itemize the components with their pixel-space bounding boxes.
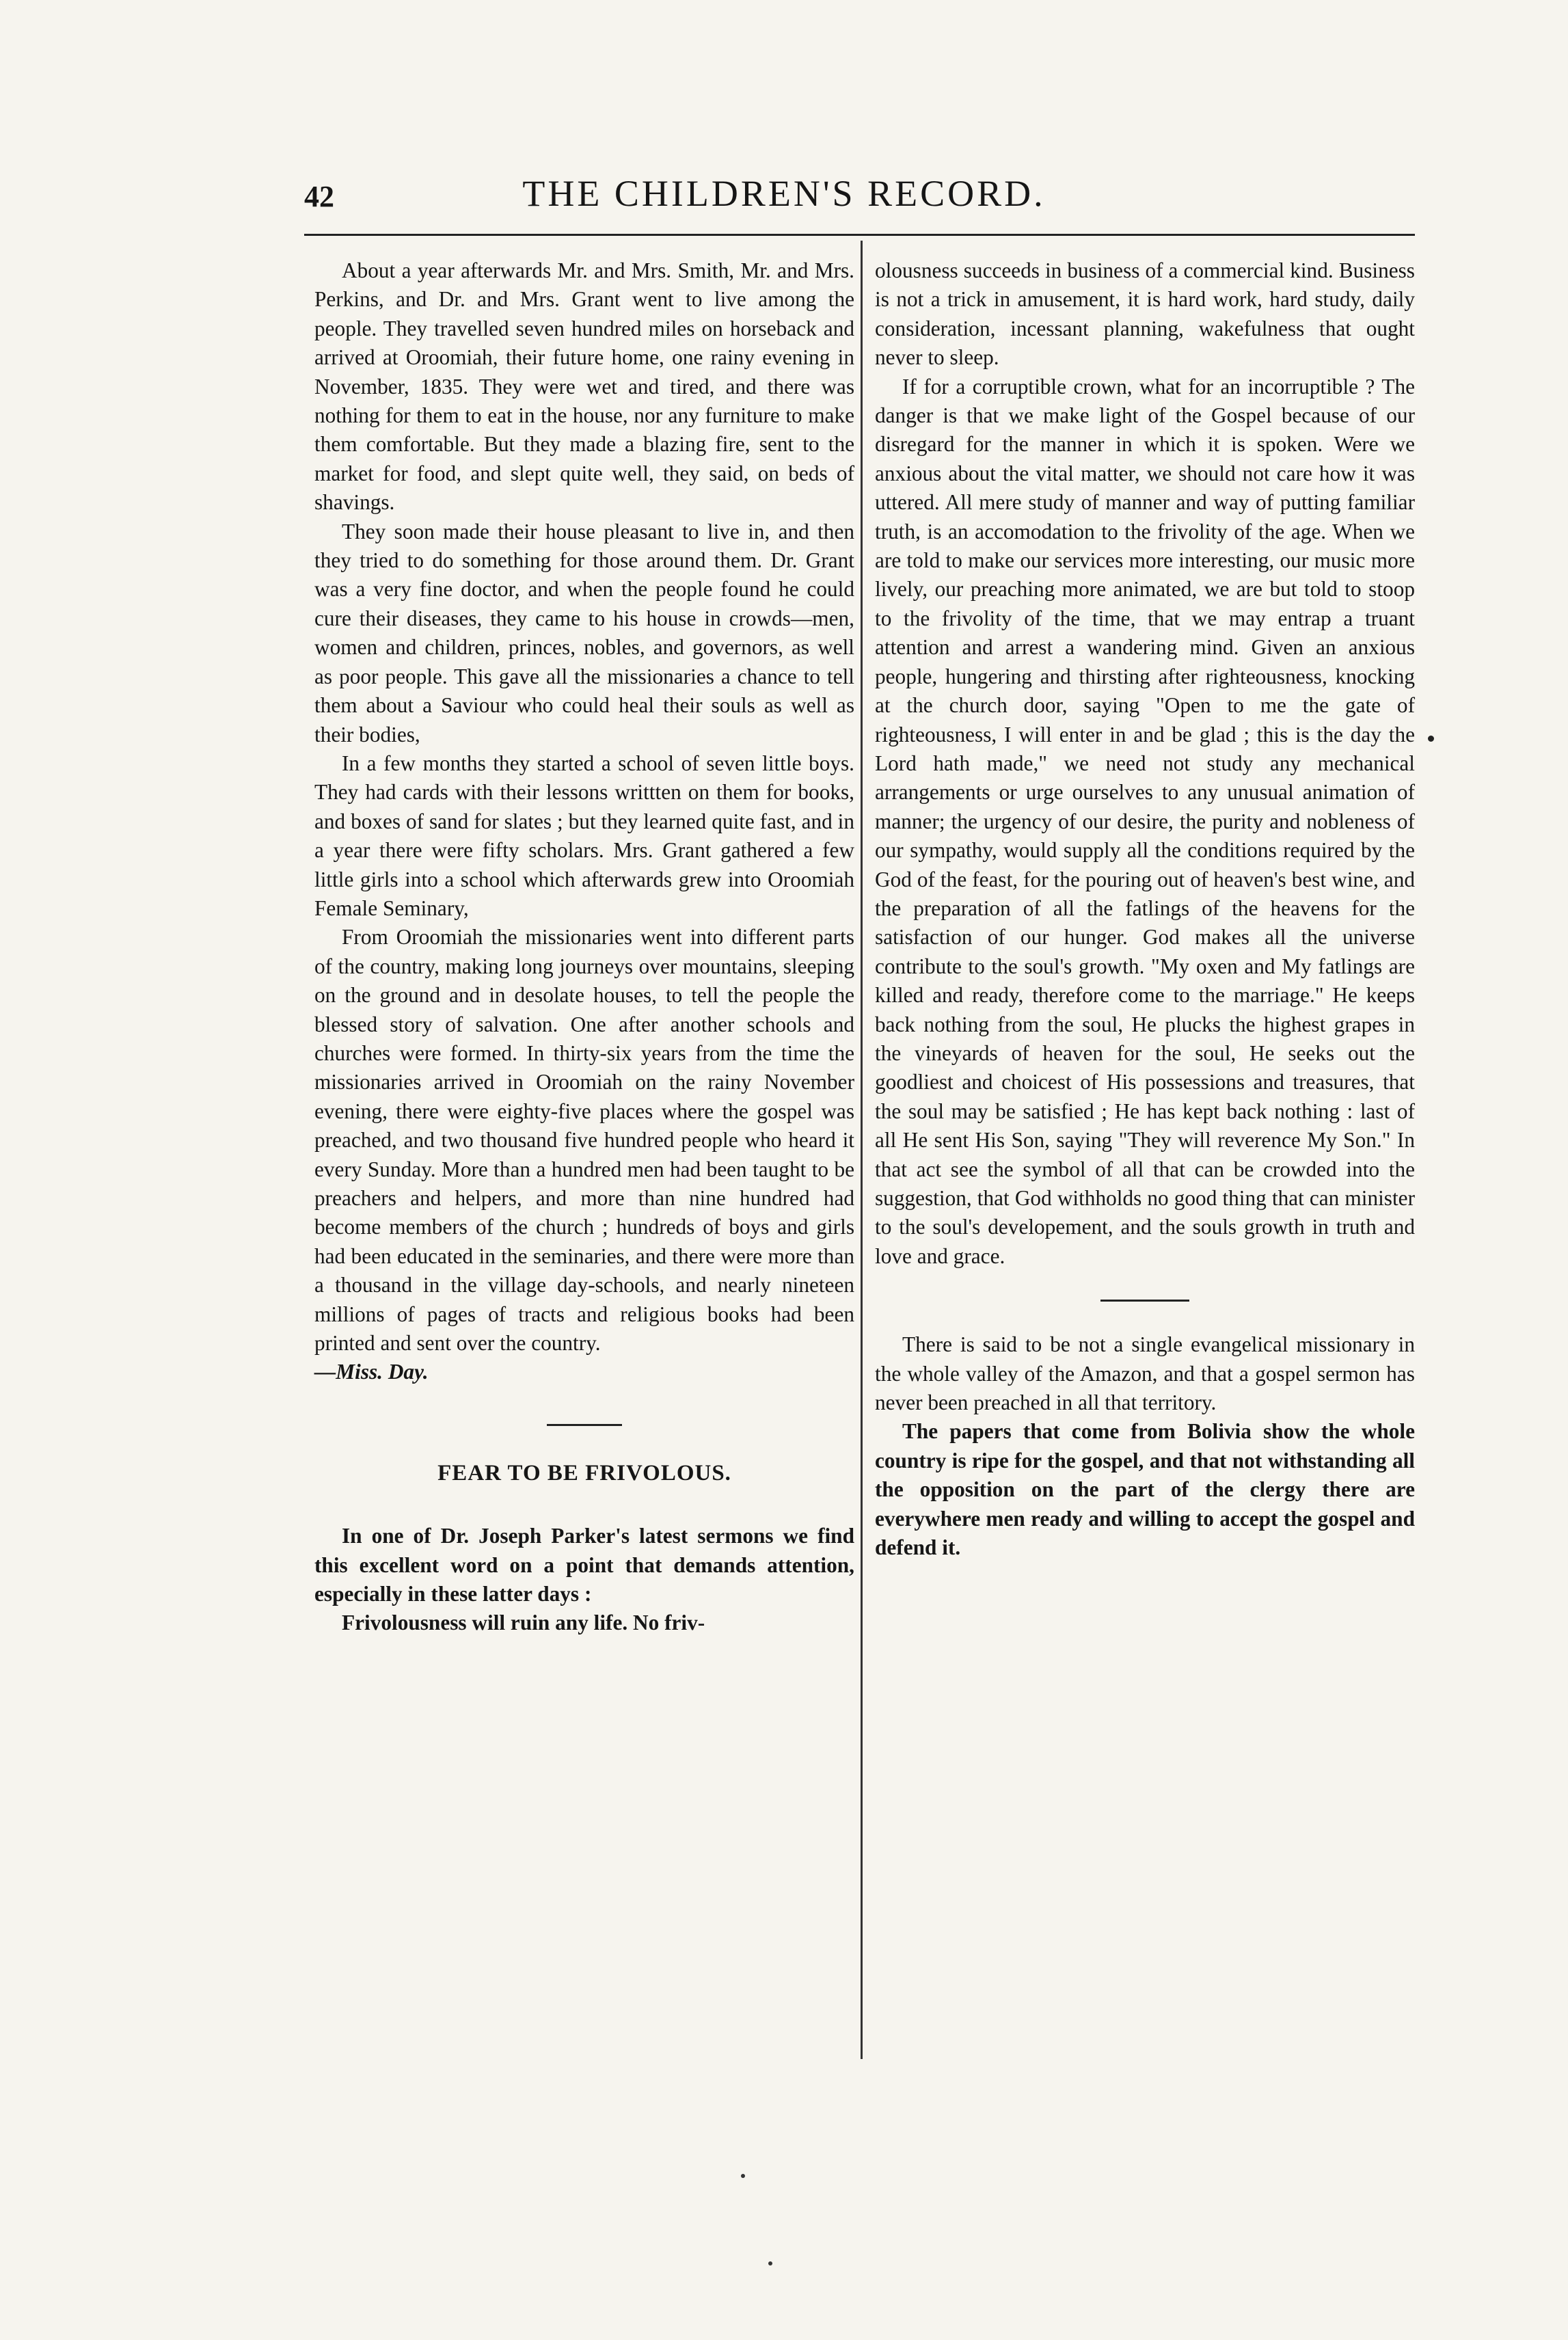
section-heading: FEAR TO BE FRIVOLOUS. — [437, 1460, 731, 1485]
stray-mark — [768, 2261, 772, 2265]
section-paragraph: In one of Dr. Joseph Parker's latest sermons we find this excellent word on a point that demands attention, especially in these latter days : — [314, 1524, 854, 1606]
running-head: THE CHILDREN'S RECORD. — [522, 173, 1046, 214]
column-divider — [861, 241, 863, 2059]
margin-mark — [1428, 736, 1434, 742]
article-paragraph: If for a corruptible crown, what for an incorruptible ? The danger is that we make light of the Gospel because of our disregard for the manner in which it is spoken. Were we anxious about the vital matter, we should not care how it was uttered. All mere study of manner and way of putting familiar truth, is an accomodation to the frivolity of the age. When we are told to make our services more interesting, our music more lively, our preaching more animated, we are but told to stoop to the frivolity of the time, that we may entrap a truant attention and arrest a wandering mind. Given an anxious people, hungering and thirsting after righteousness, knocking at the church door, saying "Open to me the gate of righteousness, I will enter in and be glad ; this is the day the Lord hath made," we need not study any mechanical arrangements or urge ourselves to any unusual animation of manner; the urgency of our desire, the purity and nobleness of our sympathy, would supply all the conditions required by the God of the feast, for the pouring out of heaven's best wine, and the preparation of all the fatlings of the heavens for the satisfaction of our hunger. God makes all the universe contribute to the soul's growth. "My oxen and My fatlings are killed and ready, therefore come to the marriage." He keeps back nothing from the soul, He plucks the highest grapes in the vineyards of heaven for the soul, He seeks out the goodliest and choicest of His possessions and treasures, that the soul may be satisfied ; He has kept back nothing : last of all He sent His Son, saying "They will reverence My Son." In that act see the symbol of all that can be crowded into the suggestion, that God withholds no good thing that can minister to the soul's developement, and the souls growth in truth and love and grace. — [875, 374, 1415, 1268]
header-rule — [304, 234, 1415, 236]
article-attribution: —Miss. Day. — [314, 1360, 429, 1384]
right-column — [875, 256, 1415, 1562]
left-column — [314, 256, 854, 1638]
section-paragraph: Frivolousness will ruin any life. No friv- — [342, 1611, 705, 1635]
news-note: There is said to be not a single evangelical missionary in the whole valley of the Amazon, and that a gospel sermon has never been preached in all that territory. — [875, 1332, 1415, 1415]
article-paragraph: In a few months they started a school of seven little boys. They had cards with their lessons writtten on them for books, and boxes of sand for slates ; but they learned quite fast, and in a year there were fifty scholars. Mrs. Grant gathered a few little girls into a school which afterwards grew into Oroomiah Female Seminary, — [314, 751, 854, 920]
article-paragraph: From Oroomiah the missionaries went into different parts of the country, making long journeys over mountains, sleeping on the ground and in desolate houses, to tell the people the blessed story of salvation. One after another schools and churches were formed. In thirty-six years from the time the missionaries arrived in Oroomiah on the rainy November evening, there were eighty-five places where the gospel was preached, and two thousand five hundred people who heard it every Sunday. More than a hundred men had been taught to be preachers and helpers, and more than nine hundred had become members of the church ; hundreds of boys and girls had been educated in the seminaries, and there were more than a thousand in the village day-schools, and nearly nineteen millions of pages of tracts and religious books had been printed and sent over the country. — [314, 925, 854, 1356]
stray-mark — [741, 2174, 745, 2178]
page-number: 42 — [304, 180, 334, 213]
article-paragraph: About a year afterwards Mr. and Mrs. Smith, Mr. and Mrs. Perkins, and Dr. and Mrs. Grant went to live among the people. They travelled seven hundred miles on horseback and arrived at Oroomiah, their future home, one rainy evening in November, 1835. They were wet and tired, and there was nothing for them to eat in the house, nor any furniture to make them comfortable. But they made a blazing fire, sent to the market for food, and slept quite well, they said, on beds of shavings. — [314, 258, 854, 515]
news-note: The papers that come from Bolivia show the whole country is ripe for the gospel, and that not withstanding all the opposition on the part of the clergy there are everywhere men ready and willing to accept the gospel and defend it. — [875, 1419, 1415, 1560]
continued-paragraph: olousness succeeds in business of a commercial kind. Business is not a trick in amusement, it is hard work, hard study, daily consideration, incessant planning, wakefulness that ought never to sleep. — [875, 258, 1415, 370]
article-paragraph: They soon made their house pleasant to live in, and then they tried to do something for those around them. Dr. Grant was a very fine doctor, and when the people found he could cure their diseases, they came to his house in crowds—men, women and children, princes, nobles, and governors, as well as poor people. This gave all the missionaries a chance to tell them about a Saviour who could heal their souls as well as their bodies, — [314, 519, 854, 747]
